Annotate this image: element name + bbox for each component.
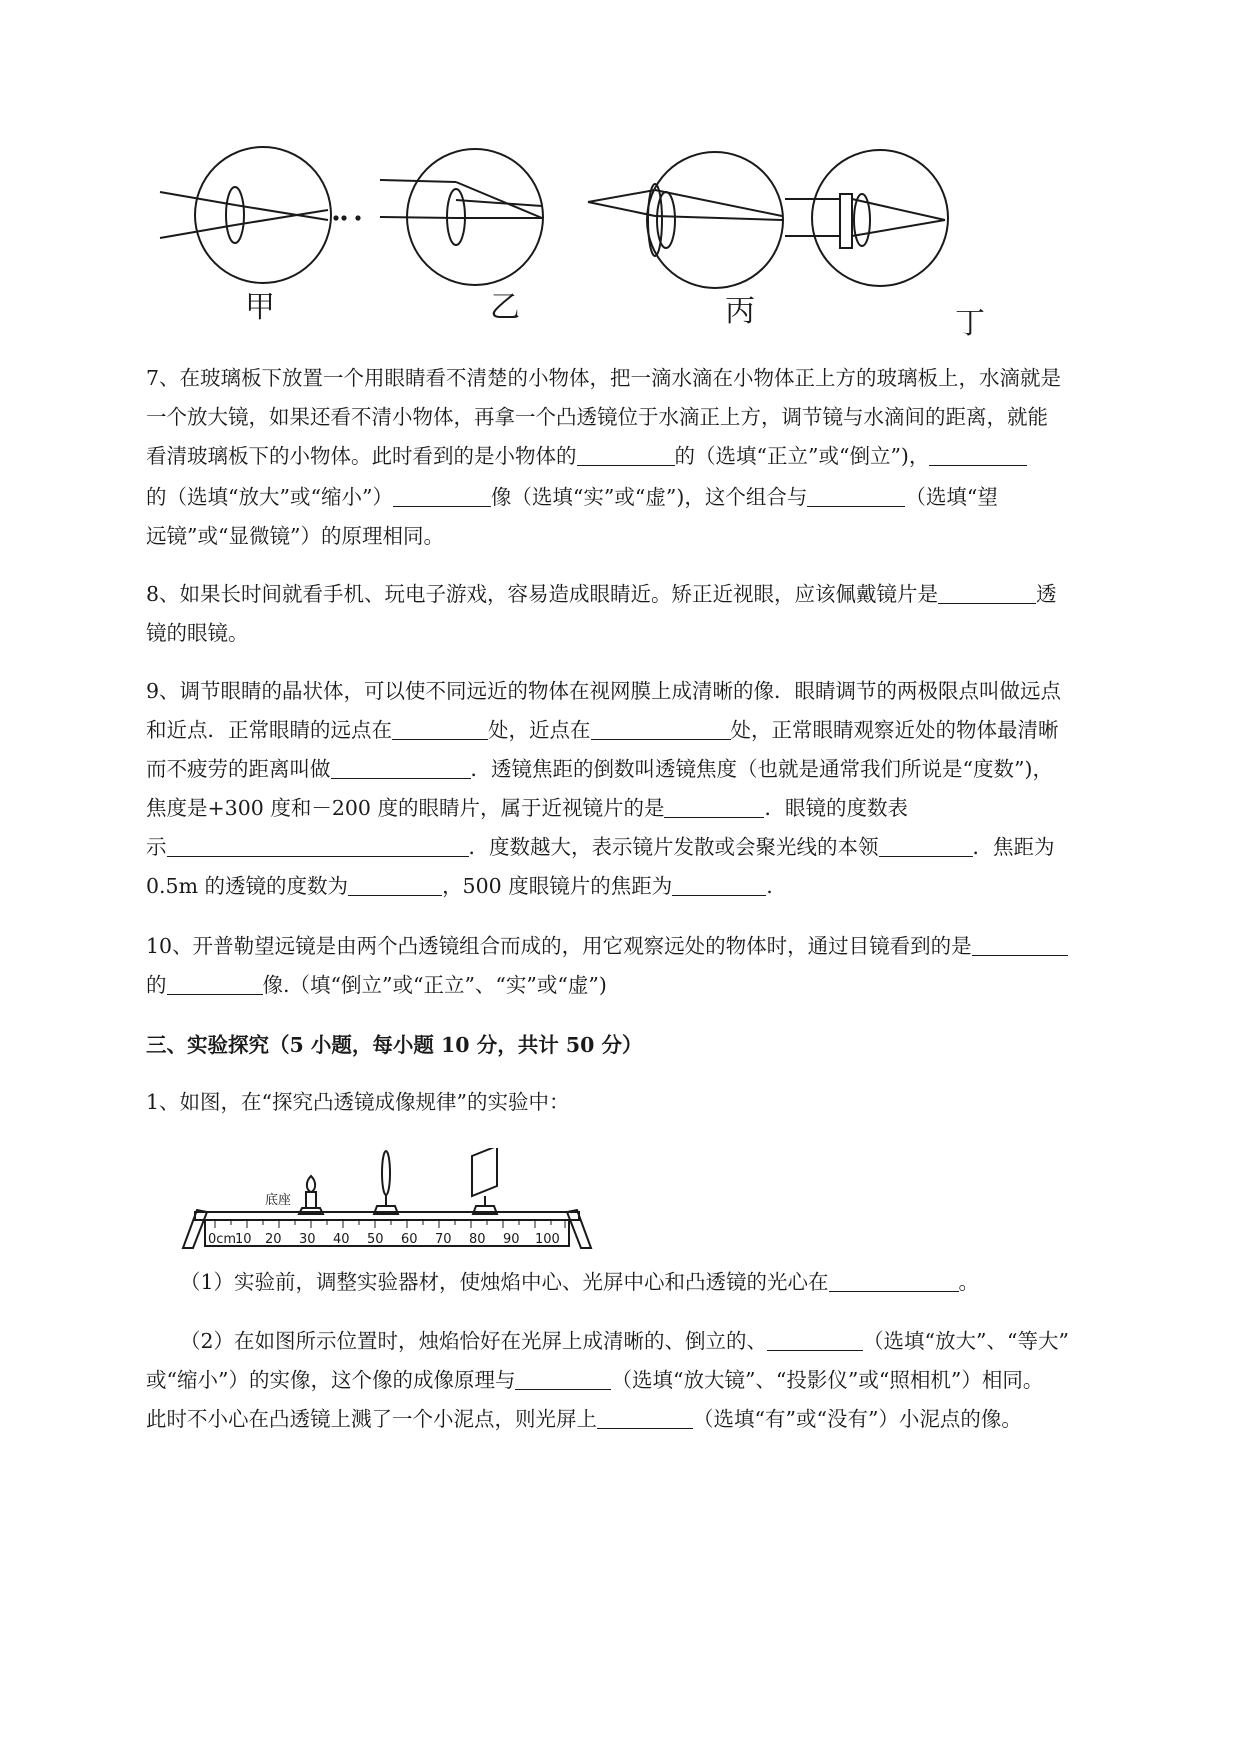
- e1-text: （选填“有”或“没有”）小泥点的像。: [693, 1407, 1022, 1431]
- q7-line-1: 7、在玻璃板下放置一个用眼睛看不清楚的小物体，把一滴水滴在小物体正上方的玻璃板上，水滴就是: [146, 366, 1062, 390]
- eye-diagram-figure: [150, 140, 1080, 380]
- scale-label: 60: [401, 1232, 418, 1247]
- eye-diagram-svg: [150, 140, 1080, 380]
- answer-blank[interactable]: [331, 756, 471, 779]
- scale-label: 80: [469, 1232, 486, 1247]
- q9-line-2: [146, 716, 1059, 744]
- q10-line-1: [146, 932, 1068, 960]
- q9-text: 示: [146, 835, 167, 859]
- e1-p2-line-3: [146, 1405, 1022, 1433]
- e1-text: 此时不小心在凸透镜上溅了一个小泥点，则光屏上: [146, 1407, 597, 1431]
- answer-blank[interactable]: [879, 834, 973, 857]
- caption-bing: 丙: [725, 294, 755, 329]
- eye-ding: [785, 150, 948, 286]
- q7-line-4: [146, 483, 998, 511]
- scale-label: 0cm: [208, 1232, 237, 1247]
- eye-jia: [160, 147, 360, 283]
- e1-p1: [180, 1268, 979, 1296]
- q8-text: 8、如果长时间就看手机、玩电子游戏，容易造成眼睛近。矫正近视眼，应该佩戴镜片是: [146, 582, 939, 606]
- q10-line-2: [146, 971, 607, 999]
- scale-label: 20: [265, 1232, 282, 1247]
- e1-text: 或“缩小”）的实像，这个像的成像原理与: [146, 1368, 516, 1392]
- scale-label: 70: [435, 1232, 452, 1247]
- q7-text: （选填“望: [905, 485, 998, 509]
- q10-text: 像.（填“倒立”或“正立”、“实”或“虚”): [262, 973, 607, 997]
- q9-text: 而不疲劳的距离叫做: [146, 757, 331, 781]
- q9-line-1: 9、调节眼睛的晶状体，可以使不同远近的物体在视网膜上成清晰的像．眼睛调节的两极限点叫做远点: [146, 679, 1062, 703]
- q8-line-1: [146, 580, 1057, 608]
- q7-text: 看清玻璃板下的小物体。此时看到的是小物体的: [146, 444, 577, 468]
- answer-blank[interactable]: [515, 1367, 611, 1390]
- q9-text: ．度数越大，表示镜片发散或会聚光线的本领: [468, 835, 879, 859]
- scale-label: 30: [299, 1232, 316, 1247]
- bench-ticks: [215, 1220, 565, 1228]
- q9-text: 0.5m 的透镜的度数为: [146, 874, 349, 898]
- q9-text: 和近点．正常眼睛的远点在: [146, 718, 392, 742]
- answer-blank[interactable]: [767, 1328, 863, 1351]
- optical-bench-figure: [175, 1148, 615, 1258]
- answer-blank[interactable]: [167, 834, 469, 857]
- eye-bing: [588, 152, 783, 288]
- answer-blank[interactable]: [929, 443, 1027, 466]
- q9-line-6: [146, 872, 773, 900]
- e1-p2-line-2: [146, 1366, 1043, 1394]
- q9-text: ．眼镜的度数表: [764, 796, 908, 820]
- q9-text: ．透镜焦距的倒数叫透镜焦度（也就是通常我们所说是“度数”)，: [470, 757, 1053, 781]
- e1-text: （2）在如图所示位置时，烛焰恰好在光屏上成清晰的、倒立的、: [180, 1329, 768, 1353]
- answer-blank[interactable]: [167, 972, 263, 995]
- answer-blank[interactable]: [664, 795, 764, 818]
- q7-line-3: [146, 442, 1027, 470]
- q10-text: 10、开普勒望远镜是由两个凸透镜组合而成的，用它观察远处的物体时，通过目镜看到的是: [146, 934, 972, 958]
- e1-text: （1）实验前，调整实验器材，使烛焰中心、光屏中心和凸透镜的光心在: [180, 1270, 829, 1294]
- q9-text: .: [766, 874, 773, 898]
- section-heading: 三、实验探究（5 小题，每小题 10 分，共计 50 分）: [146, 1033, 643, 1057]
- answer-blank[interactable]: [348, 873, 442, 896]
- answer-blank[interactable]: [393, 484, 491, 507]
- q7-line-5: 远镜”或“显微镜”）的原理相同。: [146, 524, 444, 548]
- q9-line-4: [146, 794, 908, 822]
- optical-bench-svg: [175, 1148, 615, 1258]
- e1-p2-line-1: [180, 1327, 1069, 1355]
- q7-text: 的（选填“正立”或“倒立”)，: [674, 444, 930, 468]
- answer-blank[interactable]: [577, 443, 675, 466]
- caption-jia: 甲: [245, 290, 275, 325]
- answer-blank[interactable]: [972, 933, 1068, 956]
- e1-text: （选填“放大”、“等大”: [863, 1329, 1069, 1353]
- scale-label: 10: [235, 1232, 252, 1247]
- e1-text: （选填“放大镜”、“投影仪”或“照相机”）相同。: [611, 1368, 1044, 1392]
- answer-blank[interactable]: [938, 581, 1036, 604]
- q7-text: 像（选填“实”或“虚”)，这个组合与: [490, 485, 808, 509]
- q9-text: ，500 度眼镜片的焦距为: [442, 874, 673, 898]
- q7-line-2: 一个放大镜，如果还看不清小物体，再拿一个凸透镜位于水滴正上方，调节镜与水滴间的距离，就能: [146, 405, 1048, 429]
- answer-blank[interactable]: [597, 1406, 693, 1429]
- q9-line-5: [146, 833, 1055, 861]
- q8-text: 透: [1036, 582, 1057, 606]
- q10-text: 的: [146, 973, 167, 997]
- q9-line-3: [146, 755, 1053, 783]
- base-label: 底座: [265, 1193, 292, 1208]
- answer-blank[interactable]: [807, 484, 905, 507]
- answer-blank[interactable]: [672, 873, 766, 896]
- scale-label: 40: [333, 1232, 350, 1247]
- q8-line-2: 镜的眼镜。: [146, 621, 249, 645]
- eye-yi: [380, 149, 543, 285]
- scale-label: 90: [503, 1232, 520, 1247]
- answer-blank[interactable]: [392, 717, 488, 740]
- scale-label: 100: [535, 1232, 560, 1247]
- q9-text: 焦度是+300 度和－200 度的眼睛片，属于近视镜片的是: [146, 796, 665, 820]
- e1-text: 。: [958, 1270, 980, 1294]
- e1-intro: 1、如图，在“探究凸透镜成像规律”的实验中：: [146, 1090, 570, 1114]
- q9-text: 处，近点在: [488, 718, 591, 742]
- answer-blank[interactable]: [829, 1269, 959, 1292]
- q9-text: ．焦距为: [972, 835, 1055, 859]
- scale-label: 50: [367, 1232, 384, 1247]
- q7-text: 的（选填“放大”或“缩小”）: [146, 485, 393, 509]
- caption-yi: 乙: [490, 290, 520, 325]
- answer-blank[interactable]: [591, 717, 731, 740]
- caption-ding: 丁: [955, 306, 985, 341]
- q9-text: 处，正常眼睛观察近处的物体最清晰: [730, 718, 1059, 742]
